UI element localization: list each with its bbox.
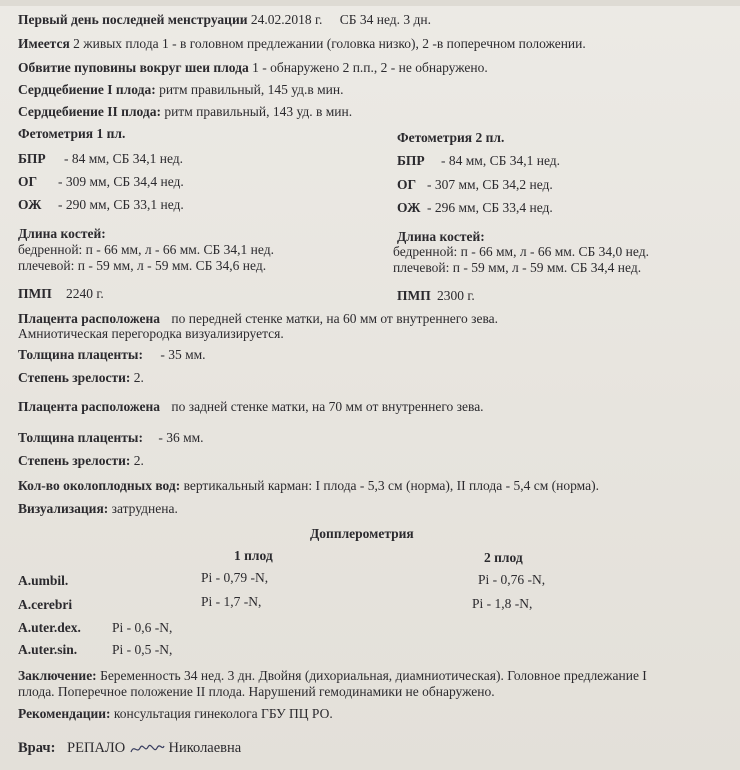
fet1-og-label: ОГ: [18, 174, 38, 189]
fet2-title: Фетометрия 2 пл.: [397, 130, 505, 145]
conclusion-label: Заключение:: [18, 668, 97, 683]
doctor-line: [18, 740, 241, 756]
placenta2-value: по задней стенке матки, на 70 мм от внутреннего зева.: [171, 399, 484, 414]
conclusion-text2: плода. Поперечное положение II плода. Нарушений гемодинамики не обнаружено.: [18, 684, 495, 699]
placenta2-thick-label: Толщина плаценты:: [18, 430, 143, 445]
placenta1-label: Плацента расположена: [18, 311, 161, 326]
heart2-line: [18, 104, 352, 120]
fet2-pmp-label: ПМП: [397, 288, 431, 303]
uterdex-value: Pi - 0,6 -N,: [112, 620, 173, 635]
conclusion-line1: [18, 668, 647, 684]
fet1-humerus: плечевой: п - 59 мм, л - 59 мм. СБ 34,6 нед.: [18, 258, 267, 273]
placenta2-label: Плацента расположена: [18, 399, 161, 414]
uterdex-line: [18, 620, 172, 636]
placenta1-value: по передней стенке матки, на 60 мм от внутреннего зева.: [171, 311, 499, 326]
cerebri-fetus1: Pi - 1,7 -N,: [201, 594, 262, 609]
doppler-col2: 2 плод: [484, 550, 523, 565]
fet1-ozh-value: - 290 мм, СБ 33,1 нед.: [58, 197, 184, 212]
fet2-pmp: [397, 288, 475, 304]
fet1-ozh: [18, 197, 184, 213]
fet2-humerus: плечевой: п - 59 мм, л - 59 мм. СБ 34,4 нед.: [393, 260, 642, 275]
fet2-og-label: ОГ: [397, 177, 417, 192]
fet1-bpr-label: БПР: [18, 151, 46, 166]
fet2-bones-title: Длина костей:: [397, 229, 485, 244]
rec-value: консультация гинеколога ГБУ ПЦ РО.: [113, 706, 333, 721]
placenta1-septum: Амниотическая перегородка визуализируется.: [18, 326, 284, 341]
placenta2-thick-value: - 36 мм.: [158, 430, 204, 445]
doctor-patronymic: Николаевна: [168, 740, 242, 756]
placenta2-line: [18, 399, 484, 415]
placenta2-mat-value: 2.: [133, 453, 144, 468]
fet2-bpr: [397, 153, 560, 169]
fet2-pmp-value: 2300 г.: [437, 288, 475, 303]
fet2-bpr-label: БПР: [397, 153, 425, 168]
fet1-ozh-label: ОЖ: [18, 197, 42, 212]
utersin-line: [18, 642, 172, 658]
visualization-line: [18, 501, 178, 517]
fet2-og-value: - 307 мм, СБ 34,2 нед.: [427, 177, 553, 192]
fet1-pmp-label: ПМП: [18, 286, 52, 301]
page-top-edge: [0, 0, 740, 6]
fet2-ozh-value: - 296 мм, СБ 33,4 нед.: [427, 200, 553, 215]
cerebri-fetus2: Pi - 1,8 -N,: [472, 596, 533, 611]
fluid-line: [18, 478, 599, 494]
umbil-label: A.umbil.: [18, 573, 69, 588]
cerebri-label: A.cerebri: [18, 597, 73, 612]
fet1-bpr-value: - 84 мм, СБ 34,1 нед.: [64, 151, 183, 166]
fet2-og: [397, 177, 553, 193]
umbil-fetus2: Pi - 0,76 -N,: [478, 572, 546, 587]
doppler-col1: 1 плод: [234, 548, 273, 563]
fet1-bpr: [18, 151, 183, 167]
conclusion-text1: Беременность 34 нед. 3 дн. Двойня (дихориальная, диамниотическая). Головное предлежание I: [100, 668, 647, 683]
fet1-og: [18, 174, 184, 190]
fluid-value: вертикальный карман: I плода - 5,3 см (норма), II плода - 5,4 см (норма).: [183, 478, 599, 493]
lmp-sb: СБ 34 нед. 3 дн.: [339, 12, 432, 27]
fetuses-line: [18, 36, 586, 52]
fet1-bones-title: Длина костей:: [18, 226, 106, 241]
fet2-bpr-value: - 84 мм, СБ 34,1 нед.: [441, 153, 560, 168]
umbil-fetus1: Pi - 0,79 -N,: [201, 570, 269, 585]
doppler-title: Допплерометрия: [310, 526, 414, 541]
lmp-line: [18, 12, 431, 28]
heart1-label: Сердцебиение I плода:: [18, 82, 156, 97]
placenta1-mat-label: Степень зрелости:: [18, 370, 131, 385]
fet1-title: Фетометрия 1 пл.: [18, 126, 126, 141]
rec-label: Рекомендации:: [18, 706, 111, 721]
doctor-surname: РЕПАЛО: [67, 740, 126, 756]
placenta1-thick-label: Толщина плаценты:: [18, 347, 143, 362]
placenta1-maturity: [18, 370, 144, 386]
placenta2-mat-label: Степень зрелости:: [18, 453, 131, 468]
fet2-ozh-label: ОЖ: [397, 200, 421, 215]
fet2-ozh: [397, 200, 553, 216]
utersin-label: A.uter.sin.: [18, 642, 78, 657]
fet1-pmp-value: 2240 г.: [66, 286, 104, 301]
heart2-value: ритм правильный, 143 уд. в мин.: [164, 104, 353, 119]
placenta2-thick: [18, 430, 204, 446]
heart1-value: ритм правильный, 145 уд.в мин.: [159, 82, 344, 97]
fet2-femur: бедренной: п - 66 мм, л - 66 мм. СБ 34,0 нед.: [393, 244, 649, 259]
placenta1-mat-value: 2.: [133, 370, 144, 385]
vis-label: Визуализация:: [18, 501, 109, 516]
vis-value: затруднена.: [111, 501, 178, 516]
placenta1-thick: [18, 347, 206, 363]
fetuses-value: 2 живых плода 1 - в головном предлежании (головка низко), 2 -в поперечном положении.: [73, 36, 586, 51]
heart2-label: Сердцебиение II плода:: [18, 104, 161, 119]
fet1-pmp: [18, 286, 104, 302]
doctor-label: Врач:: [18, 740, 56, 756]
cord-value: 1 - обнаружено 2 п.п., 2 - не обнаружено.: [252, 60, 488, 75]
fet1-og-value: - 309 мм, СБ 34,4 нед.: [58, 174, 184, 189]
uterdex-label: A.uter.dex.: [18, 620, 81, 635]
handwritten-signature: [129, 742, 165, 756]
lmp-date: 24.02.2018 г.: [250, 12, 323, 27]
utersin-value: Pi - 0,5 -N,: [112, 642, 173, 657]
placenta2-maturity: [18, 453, 144, 469]
cord-line: [18, 60, 488, 76]
fetuses-label: Имеется: [18, 36, 70, 51]
heart1-line: [18, 82, 343, 98]
cord-label: Обвитие пуповины вокруг шеи плода: [18, 60, 249, 75]
lmp-label: Первый день последней менструации: [18, 12, 248, 27]
fet1-femur: бедренной: п - 66 мм, л - 66 мм. СБ 34,1 нед.: [18, 242, 274, 257]
fluid-label: Кол-во околоплодных вод:: [18, 478, 181, 493]
recommendation-line: [18, 706, 333, 722]
placenta1-line: [18, 311, 498, 327]
placenta1-thick-value: - 35 мм.: [160, 347, 206, 362]
